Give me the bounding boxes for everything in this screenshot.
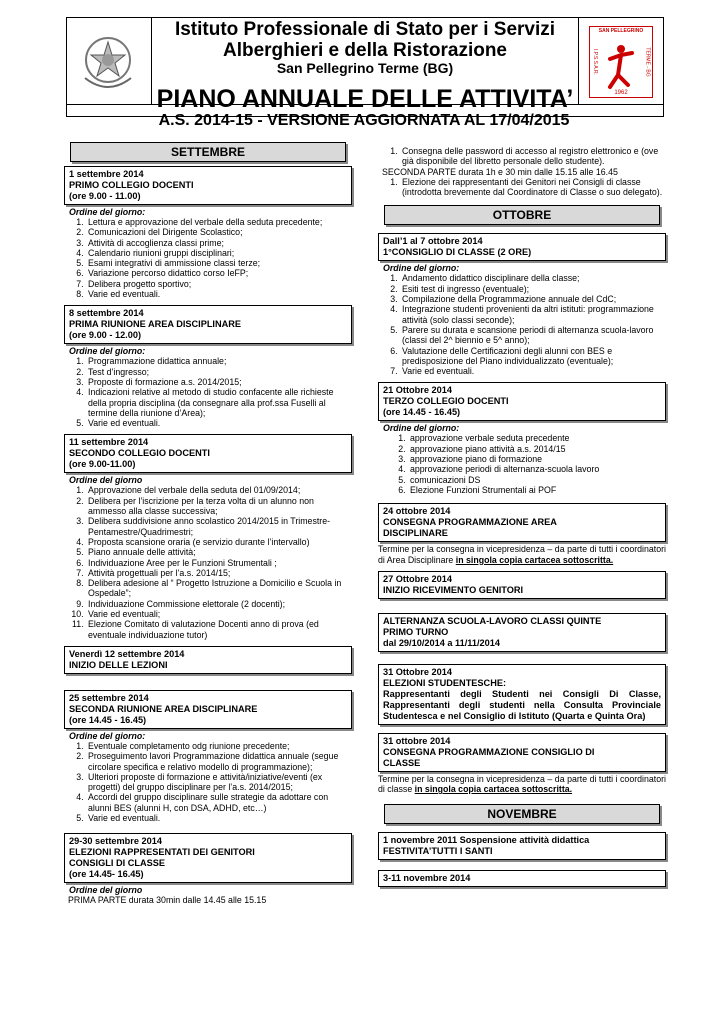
- agenda-item: 6. Valutazione delle Certificazioni degli alunni con BES e predisposizione del Piano individualizzato (eventuale);: [400, 346, 666, 367]
- logo-left-text: I.P.S.S.A.R.: [592, 48, 599, 76]
- note-emphasis: in singola copia cartacea sottoscritta.: [414, 784, 573, 795]
- agenda-item: 7. Delibera progetto sportivo;: [86, 279, 352, 289]
- event-title: 1°CONSIGLIO DI CLASSE (2 ORE): [383, 247, 532, 258]
- event-box: [64, 434, 352, 473]
- agenda-list: [378, 146, 666, 167]
- event-title: ELEZIONI STUDENTESCHE:: [383, 677, 507, 688]
- deadline-note: [378, 544, 666, 565]
- note-emphasis: in singola copia cartacea sottoscritta.: [455, 554, 614, 565]
- agenda-label: Ordine del giorno:: [69, 730, 146, 741]
- agenda-item: 4. Integrazione studenti provenienti da altri istituti: programmazione attività (solo classi seconde);: [400, 304, 666, 325]
- agenda-item: 3. approvazione piano di formazione: [408, 454, 666, 464]
- agenda-item: 1. approvazione verbale seduta precedente: [408, 433, 666, 443]
- event-time: (ore 9.00 - 12.00): [69, 330, 142, 341]
- event-title: PRIMA RIUNIONE AREA DISCIPLINARE: [69, 319, 242, 330]
- agenda-item: 5. Piano annuale delle attività;: [86, 547, 352, 557]
- event-date: 24 ottobre 2014: [383, 506, 451, 517]
- event-time: (ore 14.45 - 16.45): [69, 714, 147, 725]
- agenda-item: 1. Programmazione didattica annuale;: [86, 356, 352, 366]
- agenda-item: 5. Varie ed eventuali.: [86, 418, 352, 428]
- event-box: [64, 305, 352, 344]
- agenda-item: 7. Attività progettuali per l’a.s. 2014/15;: [86, 568, 352, 578]
- second-part-text: SECONDA PARTE durata 1h e 30 min dalle 15.15 alle 16.45: [382, 166, 618, 177]
- event-time: (ore 9.00 - 11.00): [69, 191, 141, 201]
- agenda-list: [64, 217, 352, 299]
- event-title: SECONDO COLLEGIO DOCENTI: [69, 448, 210, 459]
- logo-right-text: TERME - BG: [644, 47, 651, 77]
- event-box: [378, 733, 666, 772]
- event-box: [378, 870, 666, 887]
- event-box: [378, 664, 666, 725]
- event-subtitle: CONSIGLI DI CLASSE: [69, 858, 165, 869]
- event-subtitle: FESTIVITA’TUTTI I SANTI: [383, 846, 493, 857]
- event-date: 21 Ottobre 2014: [383, 385, 452, 396]
- event-date: Venerdì 12 settembre 2014: [69, 648, 185, 659]
- event-subtitle: DISCIPLINARE: [383, 528, 448, 539]
- agenda-item: 3. Delibera suddivisione anno scolastico 2014/2015 in Trimestre-Pentamestre/Quadrimestri;: [86, 516, 352, 537]
- agenda-list: [378, 177, 666, 198]
- event-date: 3-11 novembre 2014: [383, 873, 471, 884]
- event-subtitle: PRIMO TURNO: [383, 626, 449, 637]
- event-subtitle: CLASSE: [383, 757, 421, 768]
- event-box: [378, 832, 666, 860]
- agenda-item: 4. Proposta scansione oraria (e servizio durante l’intervallo): [86, 537, 352, 547]
- agenda-item: 5. Varie ed eventuali.: [86, 813, 352, 823]
- event-date: 25 settembre 2014: [69, 692, 149, 703]
- agenda-list: [378, 273, 666, 376]
- event-time: (ore 14.45- 16.45): [69, 869, 144, 880]
- agenda-item: 4. approvazione periodi di alternanza-scuola lavoro: [408, 464, 666, 474]
- first-part-text: PRIMA PARTE durata 30min dalle 14.45 alle 15.15: [68, 895, 267, 906]
- logo-top-text: SAN PELLEGRINO: [598, 28, 644, 34]
- event-title: INIZIO RICEVIMENTO GENITORI: [383, 584, 524, 595]
- event-box: [64, 646, 352, 674]
- event-date: 31 ottobre 2014: [383, 735, 451, 746]
- document-title: PIANO ANNUALE DELLE ATTIVITA’: [66, 82, 664, 117]
- agenda-item: 1. Consegna delle password di accesso al registro elettronico e (ove già disponibile del libretto personale dello studente).: [400, 146, 666, 167]
- event-date: Dall’1 al 7 ottobre 2014: [383, 236, 483, 247]
- event-description: Rappresentanti degli Studenti nei Consigli Di Classe, Rappresentanti degli studenti nella Consulta Provinciale Studentesca e nel Consiglio di Istituto (Quarta e Quinta Ora): [383, 688, 661, 721]
- event-date: 29-30 settembre 2014: [69, 836, 162, 847]
- agenda-label: Ordine del giorno:: [69, 207, 146, 217]
- agenda-list: [64, 356, 352, 428]
- agenda-item: 3. Proposte di formazione a.s. 2014/2015;: [86, 377, 352, 387]
- agenda-list: [64, 485, 352, 639]
- left-column: [64, 142, 352, 906]
- event-date-range: dal 29/10/2014 a 11/11/2014: [383, 637, 500, 648]
- event-box: [64, 690, 352, 729]
- event-title: ELEZIONI RAPPRESENTATI DEI GENITORI: [69, 847, 255, 858]
- agenda-item: 2. approvazione piano attività a.s. 2014/15: [408, 444, 666, 454]
- event-date: 1 settembre 2014: [69, 169, 144, 179]
- agenda-item: 4. Indicazioni relative al metodo di studio confacente alle richieste della propria disciplina (da consegnare alla prof.ssa Fuselli al termine della riunione d’Area);: [86, 387, 352, 418]
- agenda-item: 3. Attività di accoglienza classi prime;: [86, 238, 352, 248]
- agenda-item: 10. Varie ed eventuali;: [86, 609, 352, 619]
- event-title: 1 novembre 2011 Sospensione attività didattica: [383, 835, 590, 846]
- institute-name-line1: Istituto Professionale di Stato per i Servizi: [174, 19, 556, 40]
- agenda-item: 3. Ulteriori proposte di formazione e attività/iniziative/eventi (ex progetti) del gruppo disciplinare per l’a.s. 2014/2015;: [86, 772, 352, 793]
- agenda-item: 1. Elezione dei rappresentanti dei Genitori nei Consigli di classe (introdotta brevemente dal Coordinatore di Classe o suo delegato).: [400, 177, 666, 198]
- agenda-label: Ordine del giorno:: [383, 263, 460, 274]
- event-box: [378, 503, 666, 542]
- agenda-item: 1. Eventuale completamento odg riunione precedente;: [86, 741, 352, 751]
- document-subtitle: A.S. 2014-15 - VERSIONE AGGIORNATA AL 17/04/2015: [158, 112, 570, 129]
- month-heading-september: SETTEMBRE: [70, 142, 346, 162]
- agenda-item: 8. Varie ed eventuali.: [86, 289, 352, 299]
- event-date: 27 Ottobre 2014: [383, 573, 452, 584]
- agenda-item: 1. Lettura e approvazione del verbale della seduta precedente;: [86, 217, 352, 227]
- agenda-item: 11. Elezione Comitato di valutazione Docenti anno di prova (ed eventuale individuazione tutor): [86, 619, 352, 640]
- month-heading-november: NOVEMBRE: [384, 804, 660, 824]
- agenda-item: 1. Approvazione del verbale della seduta del 01/09/2014;: [86, 485, 352, 495]
- agenda-item: 2. Delibera per l’iscrizione per la terza volta di un alunno non ammesso alla classe successiva;: [86, 496, 352, 517]
- agenda-list: [64, 741, 352, 823]
- event-title: CONSEGNA PROGRAMMAZIONE CONSIGLIO DI: [383, 746, 595, 757]
- event-time: (ore 14.45 - 16.45): [383, 407, 461, 418]
- agenda-label: Ordine del giorno:: [383, 423, 460, 434]
- agenda-label: Ordine del giorno:: [69, 346, 146, 357]
- note-text: Termine per la consegna in vicepresidenza – da parte di tutti i coordinatori di Area Disciplinare: [378, 544, 666, 565]
- note-text: Termine per la consegna in vicepresidenza – da parte di tutti i coordinatori di classe: [378, 773, 666, 795]
- deadline-note: [378, 774, 666, 795]
- institute-location: San Pellegrino Terme (BG): [276, 60, 454, 76]
- agenda-item: 6. Individuazione Aree per le Funzioni Strumentali ;: [86, 558, 352, 568]
- agenda-item: 2. Comunicazioni del Dirigente Scolastico;: [86, 227, 352, 237]
- agenda-item: 2. Proseguimento lavori Programmazione didattica annuale (segue circolare specifica e relativo modello di programmazione);: [86, 751, 352, 772]
- institute-name-line2: Alberghieri e della Ristorazione: [222, 40, 508, 61]
- logo-year: 1962: [614, 90, 628, 96]
- agenda-item: 8. Delibera adesione al “ Progetto Istruzione a Domicilio e Scuola in Ospedale”;: [86, 578, 352, 599]
- event-date: 8 settembre 2014: [69, 308, 144, 319]
- agenda-item: 5. Esami integrativi di ammissione classi terze;: [86, 258, 352, 268]
- event-time: (ore 9.00-11.00): [69, 459, 136, 470]
- agenda-item: 1. Andamento didattico disciplinare della classe;: [400, 273, 666, 283]
- agenda-item: 6. Elezione Funzioni Strumentali ai POF: [408, 485, 666, 495]
- event-title: SECONDA RIUNIONE AREA DISCIPLINARE: [69, 703, 258, 714]
- event-title: PRIMO COLLEGIO DOCENTI: [69, 180, 194, 190]
- event-box: [378, 382, 666, 421]
- event-title: TERZO COLLEGIO DOCENTI: [383, 396, 509, 407]
- right-column: [378, 146, 666, 889]
- event-title: INIZIO DELLE LEZIONI: [69, 659, 168, 670]
- event-box: [378, 233, 666, 261]
- month-heading-october: OTTOBRE: [384, 205, 660, 225]
- event-box: [64, 833, 352, 883]
- agenda-item: 7. Varie ed eventuali.: [400, 366, 666, 376]
- event-box: [64, 166, 352, 205]
- agenda-item: 2. Esiti test di ingresso (eventuale);: [400, 284, 666, 294]
- agenda-item: 2. Test d’ingresso;: [86, 367, 352, 377]
- agenda-item: 5. comunicazioni DS: [408, 475, 666, 485]
- event-title: ALTERNANZA SCUOLA-LAVORO CLASSI QUINTE: [383, 615, 602, 626]
- agenda-item: 6. Variazione percorso didattico corso IeFP;: [86, 268, 352, 278]
- agenda-item: 5. Parere su durata e scansione periodi di alternanza scuola-lavoro (classi del 2^ biennio e 5^ anno);: [400, 325, 666, 346]
- agenda-item: 3. Compilazione della Programmazione annuale del CdC;: [400, 294, 666, 304]
- event-date: 31 Ottobre 2014: [383, 666, 452, 677]
- event-date: 11 settembre 2014: [69, 437, 149, 448]
- agenda-list: [378, 433, 666, 495]
- event-title: CONSEGNA PROGRAMMAZIONE AREA: [383, 517, 557, 528]
- event-box: [378, 571, 666, 599]
- agenda-label: Ordine del giorno: [69, 475, 143, 486]
- agenda-item: 4. Accordi del gruppo disciplinare sulle strategie da adottare con alunni BES (alunni H, con DSA, ADHD, etc…): [86, 792, 352, 813]
- agenda-item: 4. Calendario riunioni gruppi disciplinari;: [86, 248, 352, 258]
- agenda-item: 9. Individuazione Commissione elettorale (2 docenti);: [86, 599, 352, 609]
- event-box: [378, 613, 666, 652]
- agenda-label: Ordine del giorno: [69, 885, 143, 896]
